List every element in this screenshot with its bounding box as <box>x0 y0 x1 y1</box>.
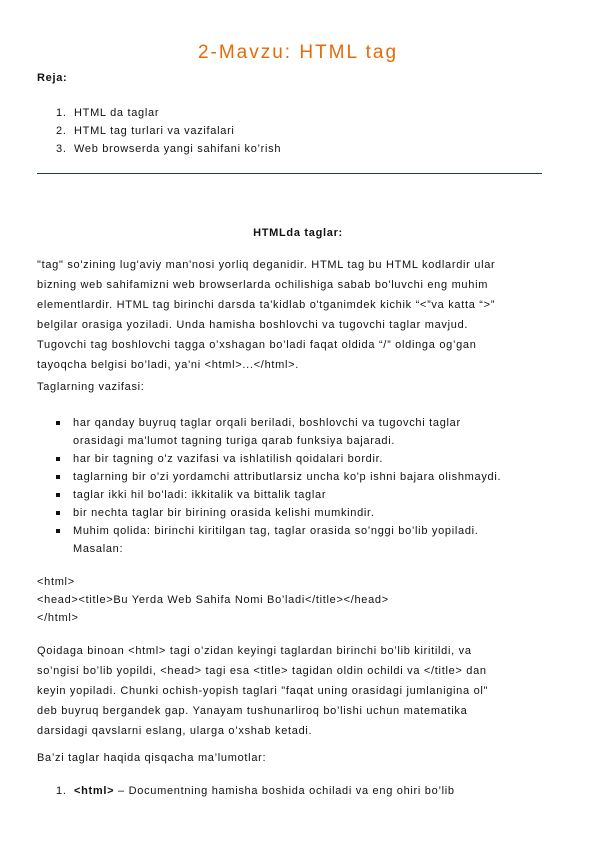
plan-label: Reja: <box>37 72 68 84</box>
paragraph-line: elementlardir. HTML tag birinchi darsda ta'kidlab o'tganimdek kichik “<”va katta “>” <box>37 299 496 311</box>
bullet-line: taglarning bir o'zi yordamchi attributlarsiz uncha ko'p ishni bajara olishmaydi. <box>73 471 502 483</box>
code-line: </html> <box>37 612 79 624</box>
bullet-line: har bir tagning o'z vazifasi va ishlatilish qoidalari bordir. <box>73 453 384 465</box>
bullet-line: Muhim qolida: birinchi kiritilgan tag, taglar orasida so’nggi bo’lib yopiladi. <box>73 525 479 537</box>
bullet-icon <box>56 511 60 515</box>
bullet-item <box>56 468 501 486</box>
paragraph-line: "tag" so'zining lug'aviy man'nosi yorliq deganidir. HTML tag bu HTML kodlardir ular <box>37 259 496 271</box>
paragraph-line: belgilar orasiga yoziladi. Unda hamisha boshlovchi va tugovchi taglar mavjud. <box>37 319 469 331</box>
plan-item <box>56 104 281 122</box>
info-item-text: – Documentning hamisha boshida ochiladi va eng ohiri bo’lib <box>114 785 455 797</box>
bullet-item <box>56 486 501 504</box>
functions-label <box>37 377 562 397</box>
section-heading: HTMLda taglar: <box>253 227 343 239</box>
rule-paragraph <box>37 641 562 741</box>
plan-item-number: 2. <box>56 125 67 137</box>
plan-item <box>56 122 281 140</box>
plan-item-text: Web browserda yangi sahifani ko’rish <box>74 143 282 155</box>
functions-list <box>56 414 501 558</box>
plan-item-number: 1. <box>56 107 67 119</box>
bullet-icon <box>56 475 60 479</box>
paragraph-line: darsidagi qavslarni eslang, ularga o’xshab ketadi. <box>37 725 313 737</box>
bullet-line: taglar ikki hil bo'ladi: ikkitalik va bittalik taglar <box>73 489 327 501</box>
paragraph-line: so’ngisi bo’lib yopildi, <head> tagi esa <title> tagidan oldin ochildi va </title> dan <box>37 665 487 677</box>
bullet-icon <box>56 493 60 497</box>
plan-item-text: HTML da taglar <box>74 107 160 119</box>
intro-paragraph <box>37 255 562 375</box>
bullet-item <box>56 522 501 558</box>
bullet-icon <box>56 529 60 533</box>
plan-item <box>56 140 281 158</box>
bullet-icon <box>56 421 60 425</box>
horizontal-rule <box>37 173 542 174</box>
bullet-line: bir nechta taglar bir birining orasida kelishi mumkindir. <box>73 507 375 519</box>
paragraph-line: Tugovchi tag boshlovchi tagga o’xshagan bo’ladi faqat oldida “/” oldinga og’gan <box>37 339 477 351</box>
plan-item-number: 3. <box>56 143 67 155</box>
paragraph-line: Taglarning vazifasi: <box>37 381 145 393</box>
bullet-line: Masalan: <box>73 543 124 555</box>
info-item-tag: <html> <box>74 785 115 797</box>
paragraph-line: bizning web sahifamizni web browserlarda ochilishiga sabab bo'luvchi eng muhim <box>37 279 489 291</box>
document-title: 2-Mavzu: HTML tag <box>197 42 399 63</box>
paragraph-line: Ba’zi taglar haqida qisqacha ma’lumotlar: <box>37 752 267 764</box>
plan-item-text: HTML tag turlari va vazifalari <box>74 125 235 137</box>
code-example <box>37 573 389 627</box>
bullet-line: har qanday buyruq taglar orqali beriladi, boshlovchi va tugovchi taglar <box>73 417 461 429</box>
plan-list <box>56 104 281 158</box>
info-item-number: 1. <box>56 785 67 797</box>
bullet-item <box>56 414 501 450</box>
bullet-icon <box>56 457 60 461</box>
paragraph-line: deb buyruq bergandek gap. Yanayam tushunarliroq bo’lishi uchun matematika <box>37 705 468 717</box>
bullet-item <box>56 504 501 522</box>
code-line: <html> <box>37 576 75 588</box>
info-label <box>37 748 562 768</box>
bullet-item <box>56 450 501 468</box>
info-item <box>56 782 455 800</box>
paragraph-line: tayoqcha belgisi bo’ladi, ya'ni <html>...</html>. <box>37 359 300 371</box>
info-list <box>56 782 455 800</box>
code-line: <head><title>Bu Yerda Web Sahifa Nomi Bo’ladi</title></head> <box>37 594 389 606</box>
bullet-line: orasidagi ma'lumot tagning turiga qarab funksiya bajaradi. <box>73 435 396 447</box>
paragraph-line: keyin yopiladi. Chunki ochish-yopish taglari "faqat uning orasidagi jumlanigina ol" <box>37 685 489 697</box>
paragraph-line: Qoidaga binoan <html> tagi o’zidan keyingi taglardan birinchi bo’lib kiritildi, va <box>37 645 472 657</box>
